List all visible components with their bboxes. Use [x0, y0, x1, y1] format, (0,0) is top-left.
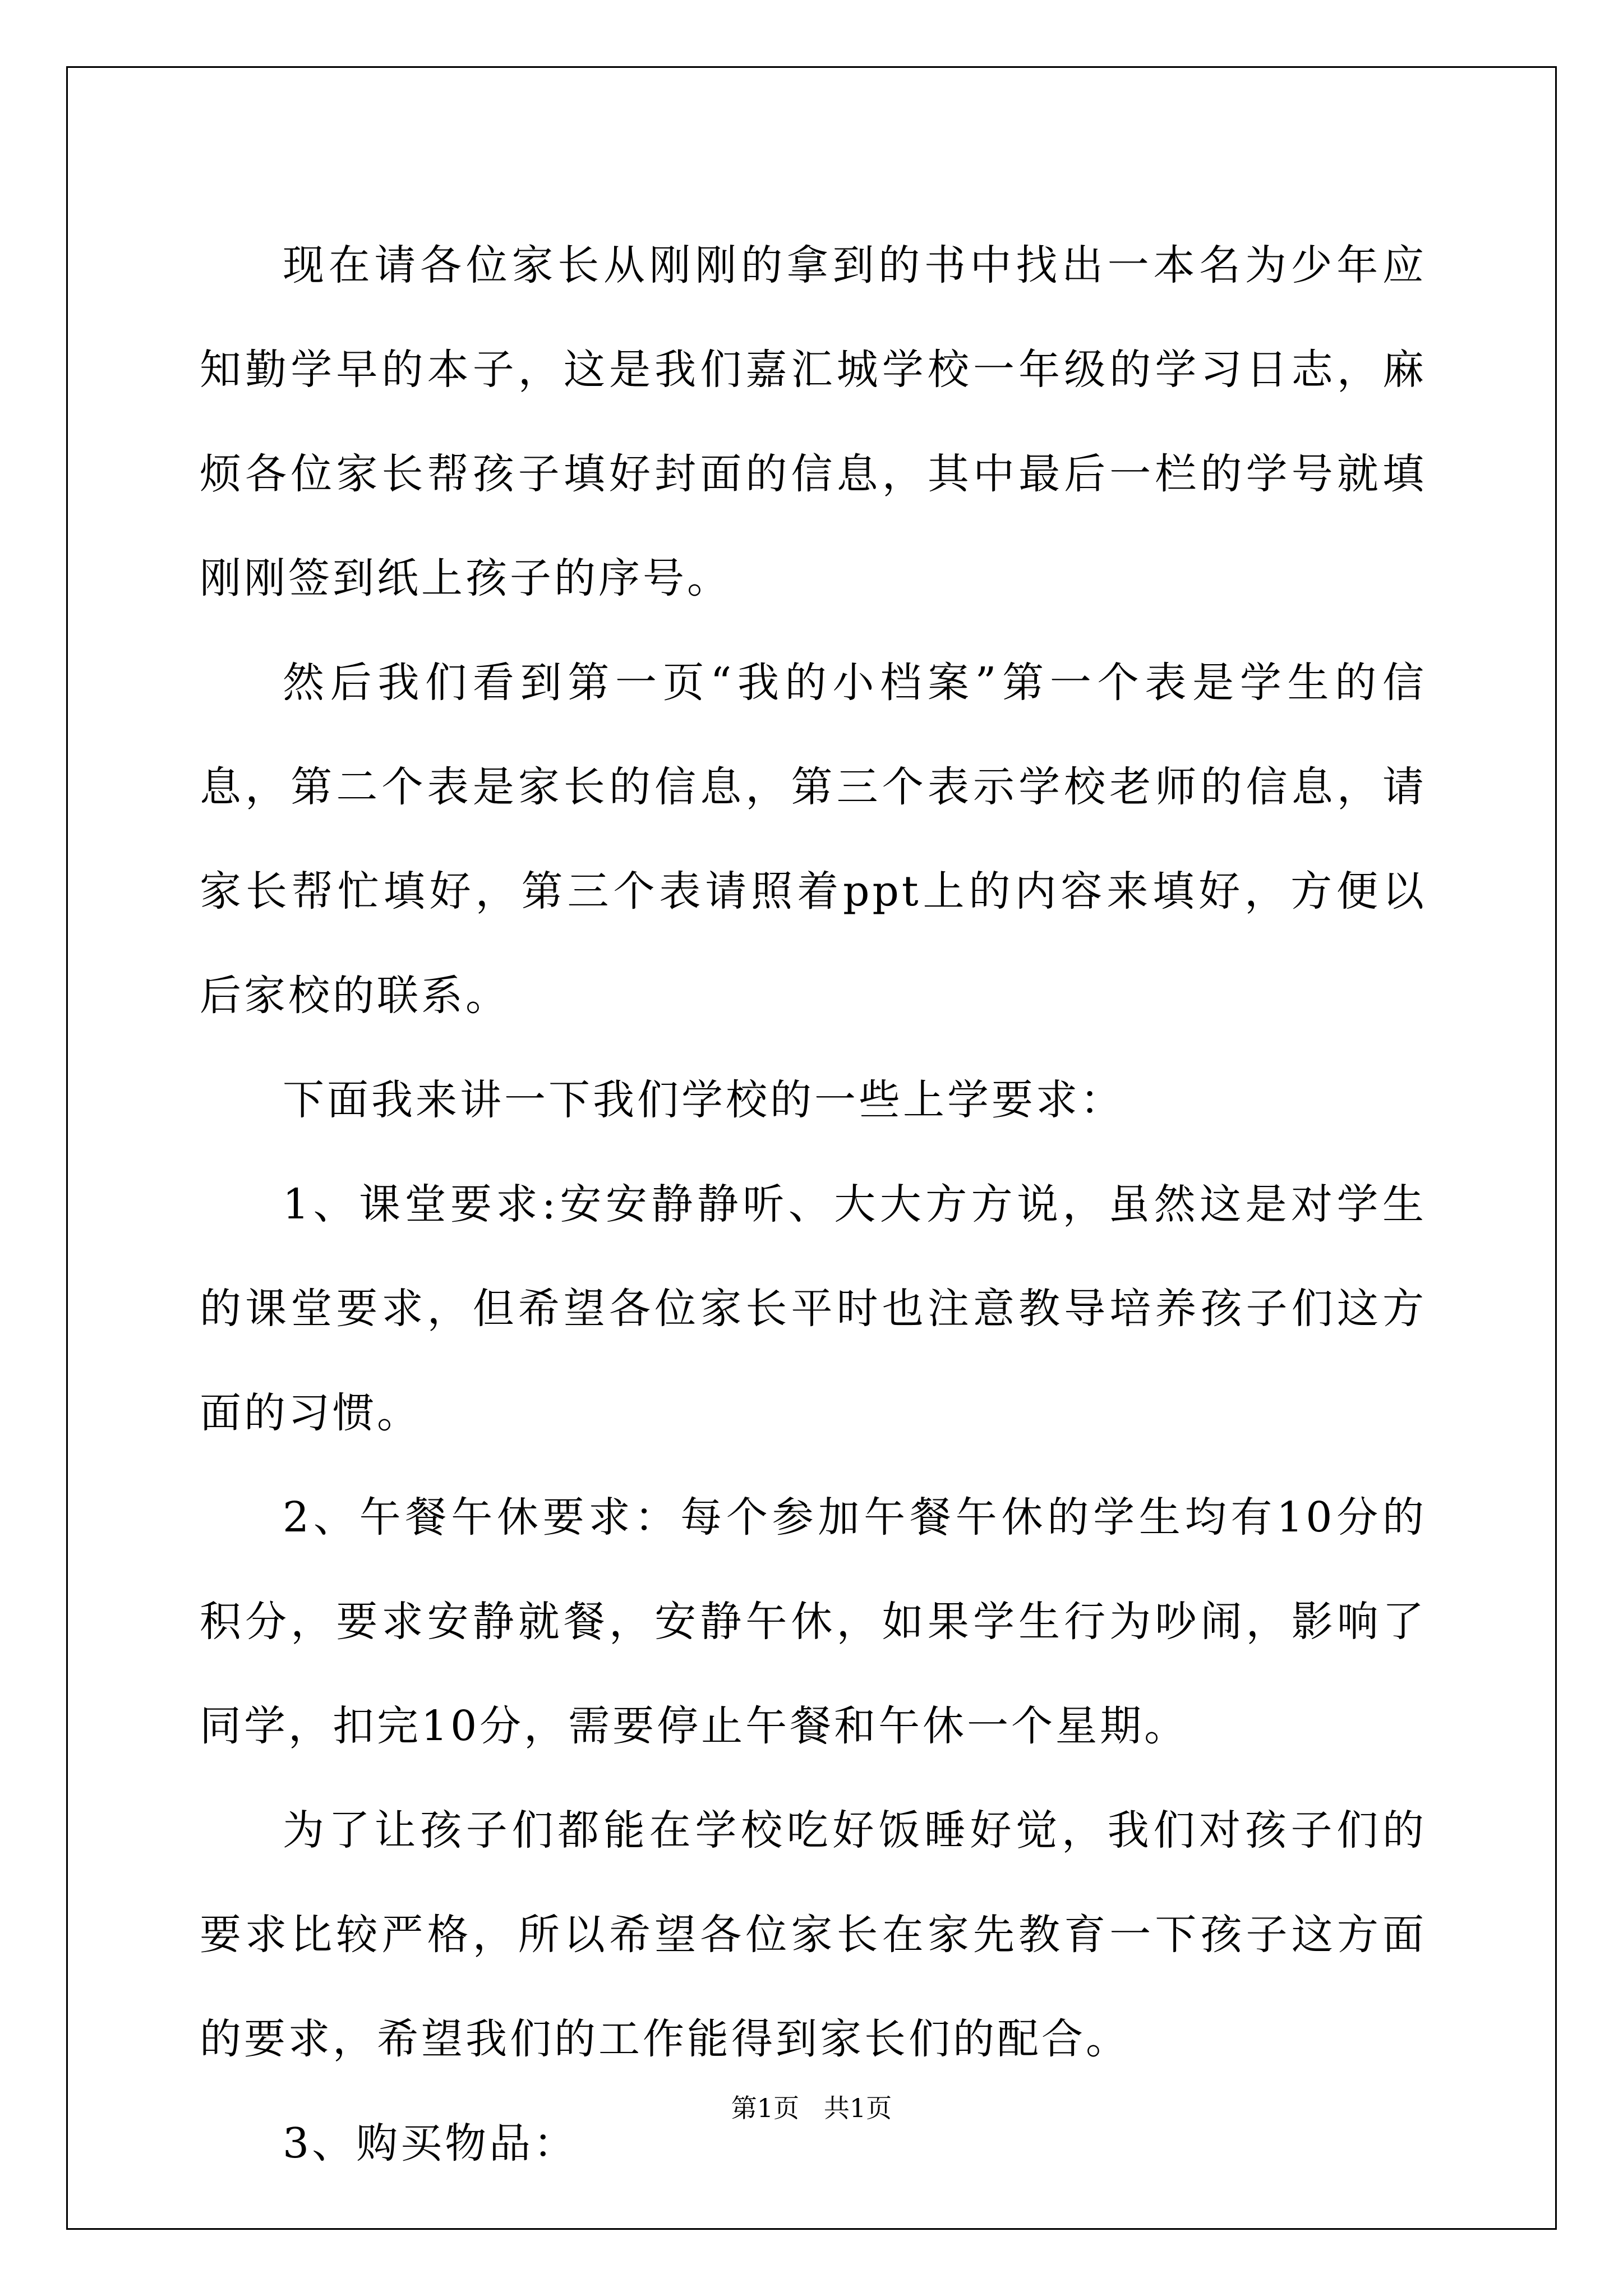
paragraph-2: 然后我们看到第一页“我的小档案”第一个表是学生的信息，第二个表是家长的信息，第三个表示学校老师的信息，请家长帮忙填好，第三个表请照着ppt上的内容来填好，方便以后家校的联系。 [200, 659, 1427, 1020]
paragraph-5: 2、午餐午休要求：每个参加午餐午休的学生均有10分的积分，要求安静就餐，安静午休，如果学生行为吵闹，影响了同学，扣完10分，需要停止午餐和午休一个星期。 [200, 1493, 1427, 1750]
paragraph-1: 现在请各位家长从刚刚的拿到的书中找出一本名为少年应知勤学早的本子，这是我们嘉汇城学校一年级的学习日志，麻烦各位家长帮孩子填好封面的信息，其中最后一栏的学号就填刚刚签到纸上孩子的序号。 [200, 241, 1427, 602]
page-footer: 第1页 共1页 [731, 2093, 892, 2123]
paragraph-3: 下面我来讲一下我们学校的一些上学要求： [283, 1076, 1124, 1124]
paragraph-6: 为了让孩子们都能在学校吃好饭睡好觉，我们对孩子们的要求比较严格，所以希望各位家长在家先教育一下孩子这方面的要求，希望我们的工作能得到家长们的配合。 [200, 1806, 1427, 2063]
document-body [200, 213, 1427, 2196]
paragraph-7: 3、购买物品： [283, 2119, 578, 2168]
paragraph-4: 1、课堂要求:安安静静听、大大方方说，虽然这是对学生的课堂要求，但希望各位家长平时也注意教导培养孩子们这方面的习惯。 [200, 1180, 1427, 1437]
